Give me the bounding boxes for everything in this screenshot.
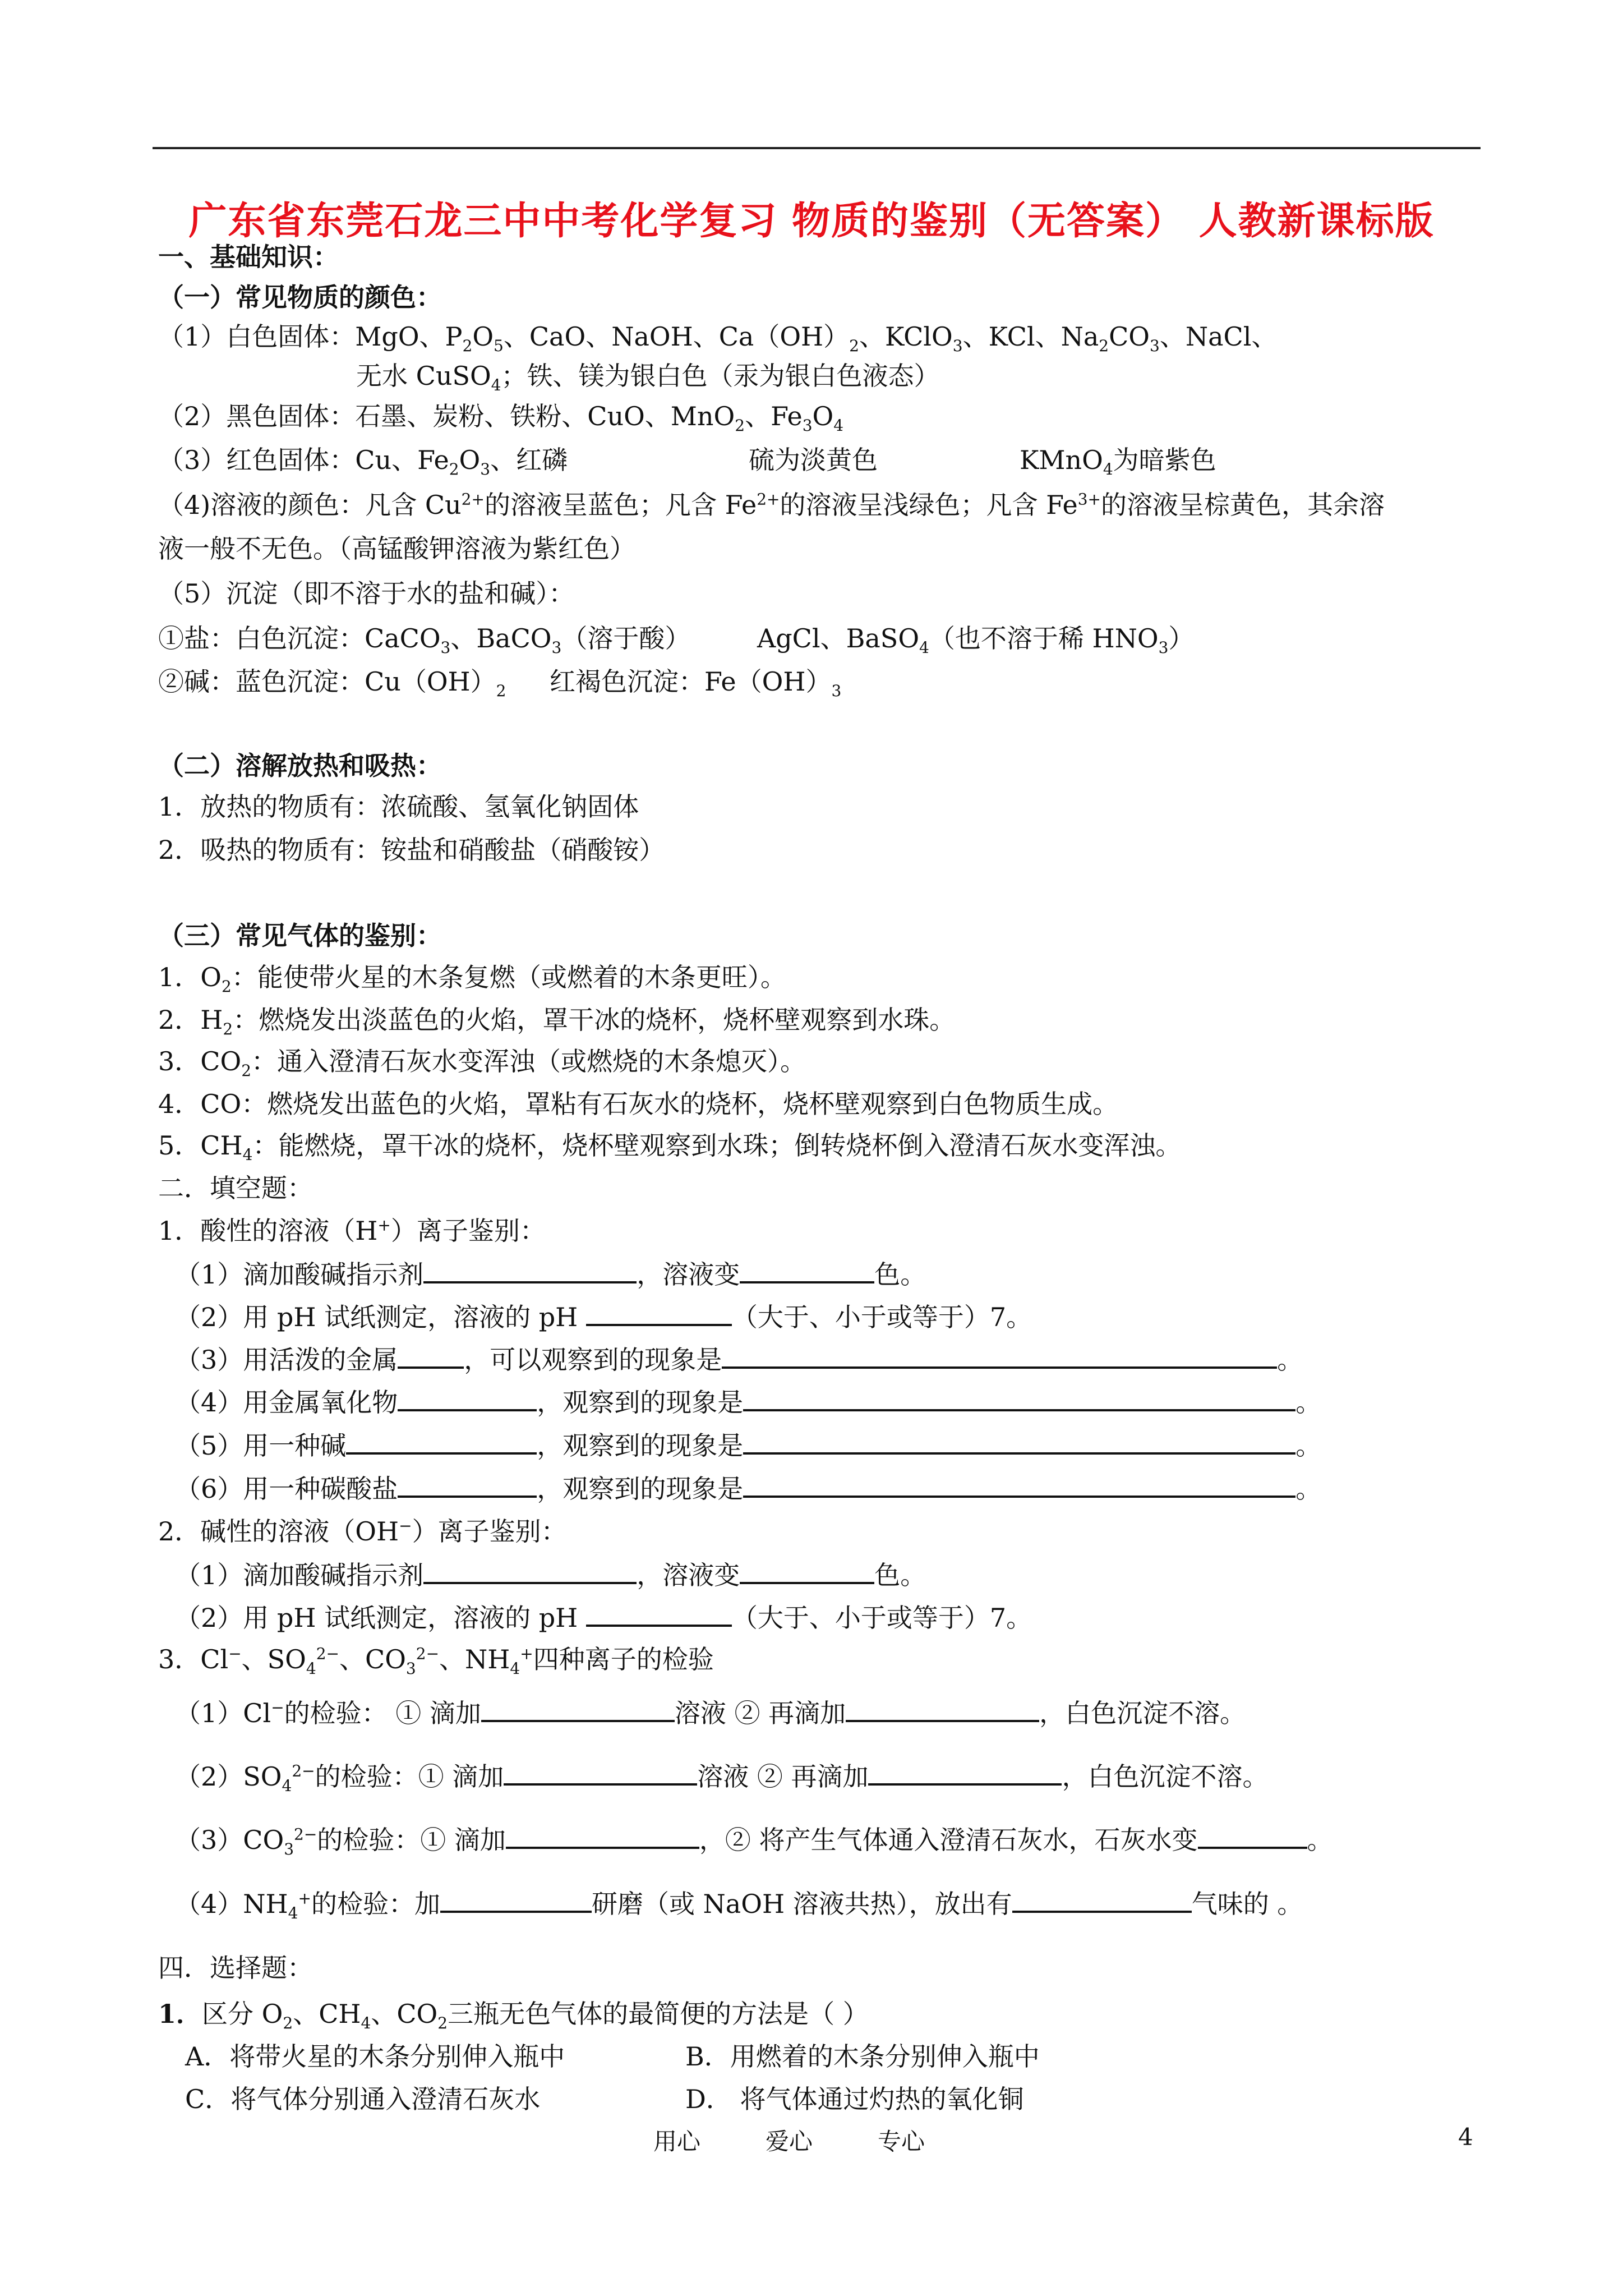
answer-blank[interactable] <box>743 1428 1295 1455</box>
line-gas-co: 4．CO：燃烧发出蓝色的火焰，罩粘有石灰水的烧杯，烧杯壁观察到白色物质生成。 <box>158 1089 1119 1119</box>
q-cl-test: （1）Cl−的检验： ① 滴加 溶液 ② 再滴加 ，白色沉淀不溶。 <box>175 1695 1246 1730</box>
line-gas-o2: 1．$O_2$：能使带火星的木条复燃（或燃着的木条更旺）。 <box>158 962 786 996</box>
answer-blank[interactable] <box>346 1428 537 1455</box>
subheading-gases: （三）常见气体的鉴别： <box>158 921 442 951</box>
q-acid-3: （3）用活泼的金属 ，可以观察到的现象是 。 <box>175 1342 1303 1377</box>
line-bases: ②碱：蓝色沉淀：$Cu(OH)_2$ <box>158 666 506 701</box>
line-kmno4: KMnO$_4$为暗紫色 <box>1020 445 1216 479</box>
page-number: 4 <box>1458 2123 1473 2151</box>
answer-blank[interactable] <box>743 1471 1295 1498</box>
answer-blank[interactable] <box>398 1384 537 1411</box>
answer-blank[interactable] <box>586 1299 732 1326</box>
line-gas-h2: 2．$H_2$：燃烧发出淡蓝色的火焰，罩干冰的烧杯，烧杯壁观察到水珠。 <box>158 1005 956 1039</box>
answer-blank[interactable] <box>740 1557 874 1584</box>
line-gas-ch4: 5．$CH_4$：能燃烧，罩干冰的烧杯，烧杯壁观察到水珠；倒转烧杯倒入澄清石灰水变浑浊。 <box>158 1130 1182 1165</box>
line-salts-agcl: AgCl、BaSO$_4$（也不溶于稀 $HNO_3$） <box>757 623 1195 657</box>
footer-text-3: 专心 <box>878 2128 925 2155</box>
q-co3-test: $(3)CO_3^{2-}$的检验：① 滴加 ，② 将产生气体通入澄清石灰水，石灰水变 。 <box>175 1822 1333 1857</box>
q-acid-6: （6）用一种碳酸盐 ，观察到的现象是 。 <box>175 1471 1321 1506</box>
answer-blank[interactable] <box>423 1257 637 1283</box>
q-four-ions: 3．Cl−、$SO_4^{2-}$、$CO_3^{2-}$、$NH_4^+$四种离子的检验 <box>158 1644 714 1678</box>
line-solution-colors-cont: 液一般不无色。（高锰酸钾溶液为紫红色） <box>158 533 635 564</box>
q-base-2: （2）用 pH 试纸测定，溶液的 pH （大于、小于或等于）7。 <box>175 1600 1032 1635</box>
section-heading-basics: 一、基础知识： <box>158 242 339 272</box>
footer-text-1: 用心 <box>653 2128 701 2155</box>
answer-blank[interactable] <box>398 1342 464 1369</box>
answer-blank[interactable] <box>1012 1886 1192 1913</box>
line-solution-colors: （4)溶液的颜色：凡含 $Cu^{2+}$的溶液呈蓝色；凡含 $Fe^{2+}$的溶液呈浅绿色；凡含 $Fe^{3+}$的溶液呈棕黄色，其余溶 <box>158 490 1385 520</box>
q-acid-4: （4）用金属氧化物 ，观察到的现象是 。 <box>175 1384 1321 1419</box>
q-so4-test: $(2)SO_4^{2-}$的检验：① 滴加 溶液 ② 再滴加 ，白色沉淀不溶。 <box>175 1759 1268 1793</box>
answer-blank[interactable] <box>440 1886 592 1913</box>
q-acid-5: （5）用一种碱 ，观察到的现象是 。 <box>175 1428 1321 1462</box>
line-sulfur: 硫为淡黄色 <box>749 445 878 475</box>
line-precipitates: （5）沉淀（即不溶于水的盐和碱）： <box>158 578 575 609</box>
subheading-heat: （二）溶解放热和吸热： <box>158 751 442 781</box>
line-bases-fe: 红褐色沉淀：$Fe(OH)_3$ <box>550 666 842 701</box>
section-heading-choice: 四．选择题： <box>158 1953 313 1983</box>
section-heading-fill: 二．填空题： <box>158 1173 313 1203</box>
line-black-solids: （2）黑色固体：石墨、炭粉、铁粉、CuO、MnO$_2$、$Fe_3O_4$ <box>158 401 844 435</box>
line-white-solids-cont: 无水 CuSO$_4$；铁、镁为银白色（汞为银白色液态） <box>356 361 940 395</box>
option-c[interactable]: C．将气体分别通入澄清石灰水 <box>185 2084 541 2114</box>
line-red-solids: （3）红色固体：Cu、$Fe_2O_3$、红磷 <box>158 445 568 479</box>
answer-blank[interactable] <box>722 1342 1277 1369</box>
q-acid-ions: 1．酸性的溶液（H+）离子鉴别： <box>158 1216 546 1246</box>
option-d[interactable]: D． 将气体通过灼热的氧化铜 <box>685 2084 1024 2114</box>
footer-text-2: 爱心 <box>766 2128 813 2155</box>
answer-blank[interactable] <box>1198 1822 1307 1849</box>
line-white-solids: （1）白色固体：MgO、$P_2O_5$、CaO、NaOH、$Ca(OH)_2$、KClO$_3$、KCl、$Na_2CO_3$、NaCl、 <box>158 321 1278 356</box>
q-nh4-test: $(4)NH_4^+$的检验：加 研磨（或 NaOH 溶液共热），放出有 气味的 。 <box>175 1886 1303 1921</box>
line-exothermic: 1．放热的物质有：浓硫酸、氢氧化钠固体 <box>158 792 639 822</box>
answer-blank[interactable] <box>868 1759 1062 1786</box>
q-acid-1: （1）滴加酸碱指示剂 ，溶液变 色。 <box>175 1257 926 1291</box>
line-salts: ①盐：白色沉淀：CaCO$_3$、BaCO$_3$（溶于酸） <box>158 623 691 657</box>
line-endothermic: 2．吸热的物质有：铵盐和硝酸盐（硝酸铵） <box>158 835 665 865</box>
q-choice-1: 1．区分 $O_2$、$CH_4$、$CO_2$三瓶无色气体的最简便的方法是（ ） <box>158 1999 869 2033</box>
answer-blank[interactable] <box>846 1695 1039 1722</box>
answer-blank[interactable] <box>740 1257 874 1283</box>
answer-blank[interactable] <box>504 1759 697 1786</box>
q-acid-2: （2）用 pH 试纸测定，溶液的 pH （大于、小于或等于）7。 <box>175 1299 1032 1334</box>
answer-blank[interactable] <box>743 1384 1295 1411</box>
line-gas-co2: 3．$CO_2$：通入澄清石灰水变浑浊（或燃烧的木条熄灭）。 <box>158 1046 806 1080</box>
answer-blank[interactable] <box>398 1471 537 1498</box>
answer-blank[interactable] <box>586 1600 732 1627</box>
q-base-1: （1）滴加酸碱指示剂 ，溶液变 色。 <box>175 1557 926 1592</box>
header-rule <box>153 147 1481 149</box>
answer-blank[interactable] <box>481 1695 675 1722</box>
page-title: 广东省东莞石龙三中中考化学复习 物质的鉴别（无答案） 人教新课标版 <box>188 199 1435 243</box>
answer-blank[interactable] <box>506 1822 699 1849</box>
option-b[interactable]: B．用燃着的木条分别伸入瓶中 <box>685 2041 1040 2072</box>
q-base-ions: 2．碱性的溶液（OH−）离子鉴别： <box>158 1516 567 1547</box>
subheading-colors: （一）常见物质的颜色： <box>158 282 442 312</box>
answer-blank[interactable] <box>423 1557 637 1584</box>
option-a[interactable]: A．将带火星的木条分别伸入瓶中 <box>185 2041 565 2072</box>
